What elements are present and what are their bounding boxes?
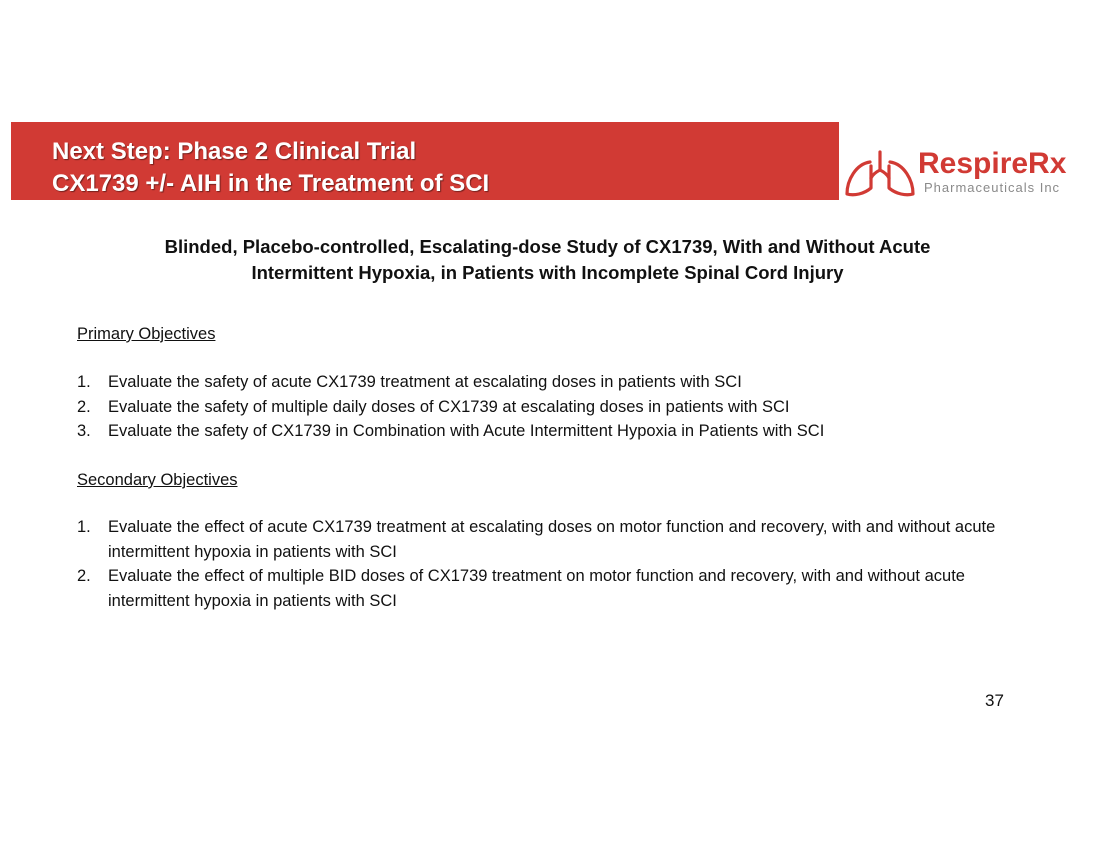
item-text: Evaluate the effect of acute CX1739 treatment at escalating doses on motor function and recovery, with and without acute intermittent hypoxia in patients with SCI <box>108 518 996 561</box>
item-number: 2. <box>77 567 91 585</box>
item-text: Evaluate the safety of acute CX1739 treatment at escalating doses in patients with SCI <box>108 373 742 391</box>
list-item <box>77 395 1037 420</box>
lungs-icon <box>844 150 916 198</box>
title-banner <box>11 122 839 200</box>
study-subtitle <box>60 234 1035 286</box>
study-subtitle-line-1: Blinded, Placebo-controlled, Escalating-dose Study of CX1739, With and Without Acute <box>164 236 931 257</box>
list-item <box>77 564 1037 613</box>
logo-tagline: Pharmaceuticals Inc <box>924 180 1061 195</box>
list-item <box>77 515 1037 564</box>
primary-objectives-heading: Primary Objectives <box>77 325 216 343</box>
item-number: 3. <box>77 422 91 440</box>
item-text: Evaluate the safety of multiple daily doses of CX1739 at escalating doses in patients with SCI <box>108 397 790 416</box>
primary-objectives-list <box>77 370 1037 444</box>
list-item <box>77 370 1037 395</box>
item-text: Evaluate the safety of CX1739 in Combination with Acute Intermittent Hypoxia in Patients with SCI <box>108 422 825 440</box>
slide-title-line-2: CX1739 +/- AIH in the Treatment of SCI <box>52 170 490 197</box>
secondary-objectives-list <box>77 515 1037 613</box>
item-number: 1. <box>77 373 91 391</box>
item-text: Evaluate the effect of multiple BID doses of CX1739 treatment on motor function and recovery, with and without acute intermittent hypoxia in patients with SCI <box>108 567 965 610</box>
list-item <box>77 419 1037 444</box>
slide-title-line-1: Next Step: Phase 2 Clinical Trial <box>52 138 417 165</box>
page-number: 37 <box>985 691 1004 710</box>
secondary-objectives-heading: Secondary Objectives <box>77 471 238 489</box>
study-subtitle-line-2: Intermittent Hypoxia, in Patients with Incomplete Spinal Cord Injury <box>251 262 844 283</box>
item-number: 2. <box>77 397 91 416</box>
logo-wordmark: RespireRx <box>918 147 1067 180</box>
item-number: 1. <box>77 518 91 536</box>
company-logo <box>844 148 1089 200</box>
